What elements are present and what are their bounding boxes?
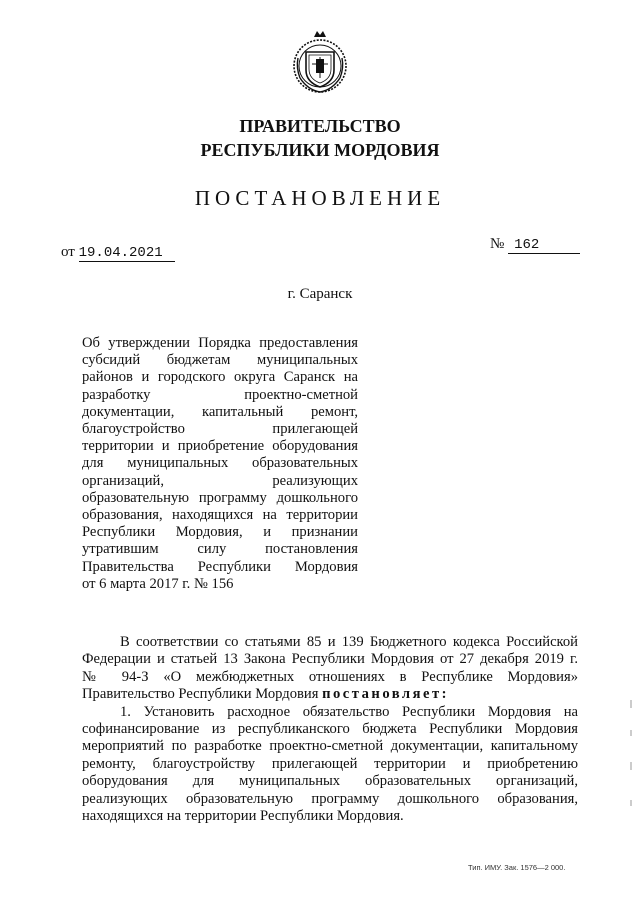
body-line: Федерации и статьей 13 Закона Республики Мордовия от 27 декабря 2019 г. (82, 651, 578, 668)
resolution-body (82, 634, 578, 825)
subject-line: утратившим силу постановления (82, 541, 358, 558)
number-field (490, 236, 580, 254)
issuing-authority (0, 114, 640, 162)
body-line: 1. Установить расходное обязательство Республики Мордовия на (120, 703, 578, 720)
subject-line: Правительства Республики Мордовия (82, 558, 358, 575)
body-line-decree (82, 686, 578, 703)
scan-margin-marks (628, 700, 634, 830)
subject-line: Республики Мордовия, и признании (82, 524, 358, 541)
date-field (61, 244, 175, 262)
decree-verb: постановляет: (322, 686, 450, 703)
resolution-subject (82, 335, 358, 593)
subject-line: организаций, реализующих (82, 472, 358, 489)
body-line: № 94-З «О межбюджетных отношениях в Республике Мордовия» (82, 668, 578, 685)
city-label: г. Саранск (287, 286, 353, 302)
subject-line: для муниципальных образовательных (82, 455, 358, 472)
coat-of-arms-icon (290, 28, 350, 96)
number-prefix: № (490, 236, 505, 252)
number-value: 162 (508, 237, 580, 254)
print-mark: Тип. ИМУ. Зак. 1576—2 000. (468, 863, 566, 872)
subject-line: документации, капитальный ремонт, (82, 403, 358, 420)
subject-line: Об утверждении Порядка предоставления (82, 335, 358, 351)
subject-line: территории и приобретение оборудования (82, 438, 358, 455)
subject-line: субсидий бюджетам муниципальных (82, 352, 358, 369)
body-line: находящихся на территории Республики Мордовия. (82, 808, 404, 825)
authority-line-2: РЕСПУБЛИКИ МОРДОВИЯ (200, 140, 440, 160)
body-line: софинансирование из республиканского бюджета Республики Мордовия (82, 721, 578, 738)
subject-line: районов и городского округа Саранск на (82, 369, 358, 386)
decree-subject: Правительство Республики Мордовия (82, 686, 319, 703)
document-type-title: ПОСТАНОВЛЕНИЕ (194, 186, 446, 210)
subject-line: благоустройство прилегающей (82, 421, 358, 438)
date-prefix: от (61, 244, 75, 260)
subject-line: от 6 марта 2017 г. № 156 (82, 575, 234, 592)
body-line: ремонту, благоустройству прилегающей территории и приобретению (82, 755, 578, 772)
subject-line: образования, находящихся на территории (82, 507, 358, 524)
subject-line: образовательную программу дошкольного (82, 489, 358, 506)
body-line: В соответствии со статьями 85 и 139 Бюджетного кодекса Российской (120, 634, 578, 650)
authority-line-1: ПРАВИТЕЛЬСТВО (239, 116, 401, 136)
date-value: 19.04.2021 (79, 245, 175, 262)
body-line: реализующих образовательную программу дошкольного образования, (82, 790, 578, 807)
body-line: оборудования для муниципальных образовательных организаций, (82, 773, 578, 790)
subject-line: разработку проектно-сметной (82, 386, 358, 403)
body-line: мероприятий по разработке проектно-сметной документации, капитальному (82, 738, 578, 755)
